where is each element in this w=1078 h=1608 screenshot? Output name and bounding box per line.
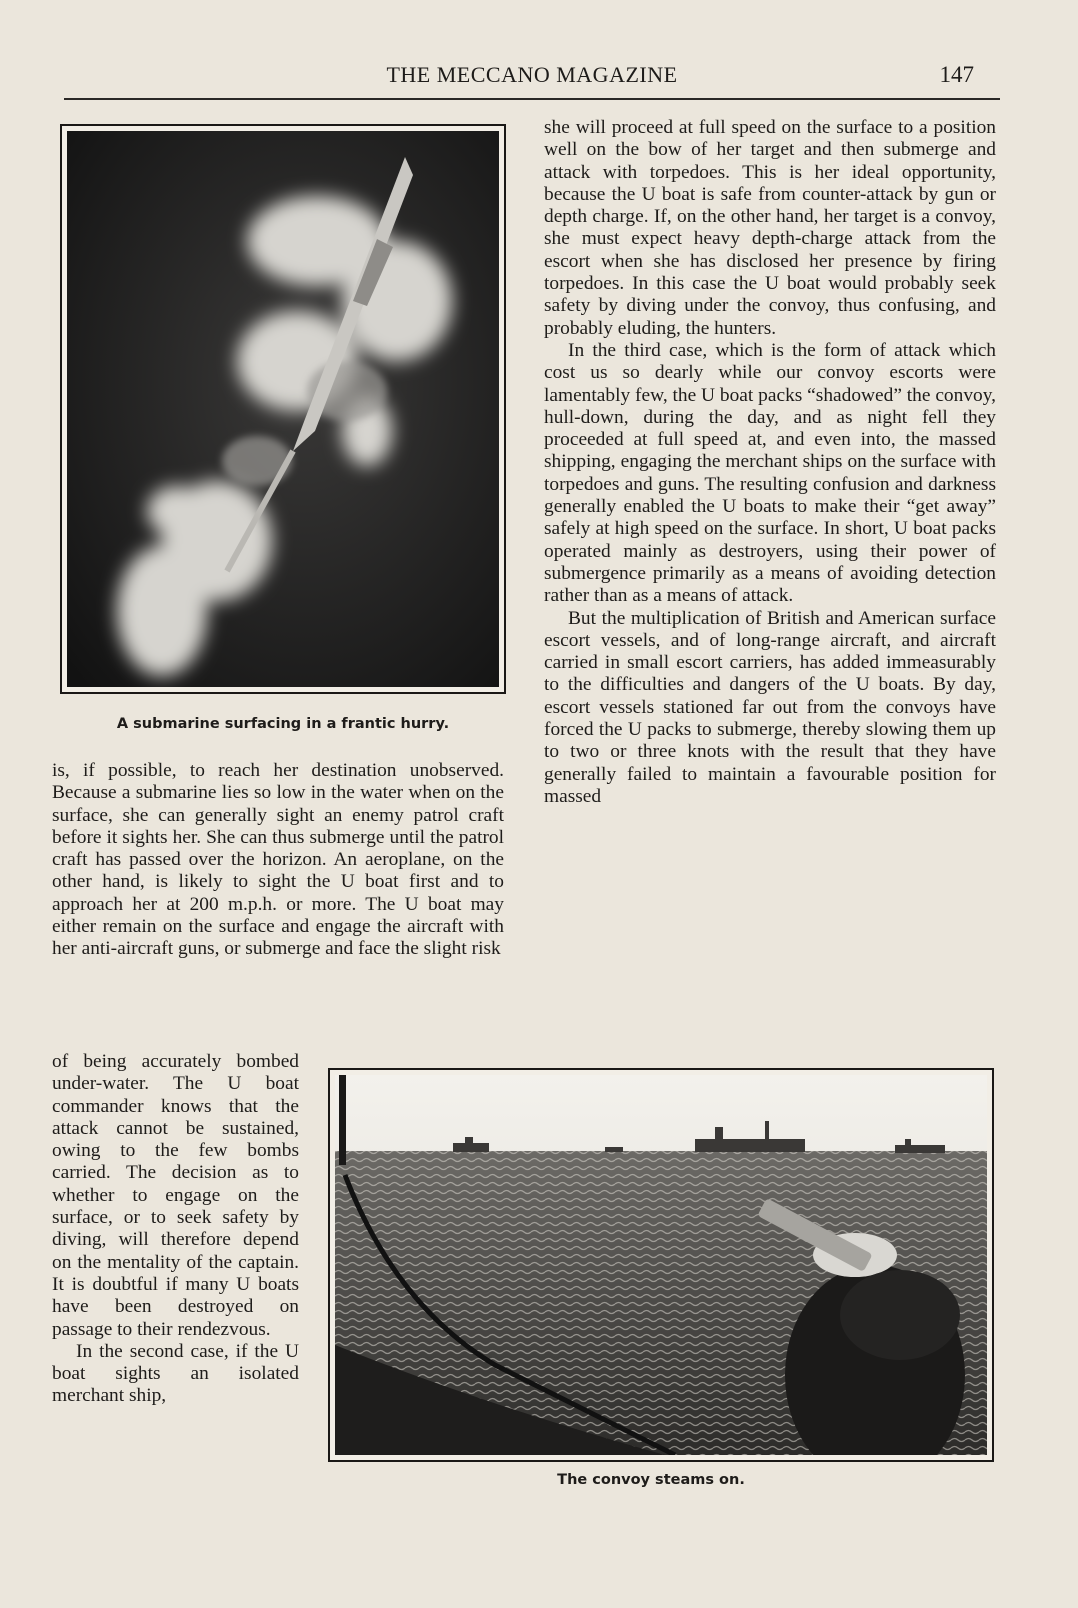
paragraph: In the second case, if the U boat sights an isolated merchant ship, [52,1340,299,1407]
left-column-narrow [52,1051,299,1408]
submarine-photo [60,124,506,694]
paragraph: In the third case, which is the form of attack which cost us so dearly while our convoy escorts were lamentably few, the U boat packs “shadowed” the convoy, hull-down, during the day, and as night fell they proceeded at full speed at, and even into, the massed shipping, engaging the merchant ships on the surface with torpedoes and guns. The resulting confusion and darkness generally enabled the U boats to make their “get away” safely at high speed on the surface. In short, U boat packs operated mainly as destroyers, using their power of submergence primarily as a means of avoiding detection rather than as a means of attack. [544,339,996,607]
paragraph: of being accurately bombed under-water. The U boat commander knows that the attack cannot be sustained, owing to the few bombs carried. The decision as to whether to engage on the surface, or to seek safety by diving, will therefore depend on the mentality of the captain. It is doubtful if many U boats have been destroyed on passage to their rendezvous. [52,1051,299,1340]
page-header [64,58,1000,100]
magazine-title: THE MECCANO MAGAZINE [386,62,678,87]
convoy-photo-caption: The convoy steams on. [557,1472,745,1488]
convoy-photo [328,1068,994,1462]
right-column [544,117,996,808]
submarine-photo-caption: A submarine surfacing in a frantic hurry. [116,716,450,732]
paragraph: she will proceed at full speed on the surface to a position well on the bow of her target and then submerge and attack with torpedoes. This is her ideal opportunity, because the U boat is safe from counter-attack by gun or depth charge. If, on the other hand, her target is a convoy, she must expect heavy depth-charge attack from the escort when she has disclosed her presence by firing torpedoes. In this case the U boat would probably seek safety by diving under the convoy, thus confusing, and probably eluding, the hunters. [544,117,996,339]
paragraph: is, if possible, to reach her destination unobserved. Because a submarine lies so low in the water when on the surface, she can generally sight an enemy patrol craft before it sights her. She can thus submerge until the patrol craft has passed over the horizon. An aeroplane, on the other hand, is likely to sight the U boat first and to approach her at 200 m.p.h. or more. The U boat may either remain on the surface and engage the aircraft with her anti-aircraft guns, or submerge and face the slight risk [52,760,504,960]
submarine-photo-image [67,131,499,687]
paragraph: But the multiplication of British and American surface escort vessels, and of long-range aircraft, and aircraft carried in small escort carriers, has added immeasurably to the difficulties and dangers of the U boats. By day, escort vessels stationed far out from the convoys have forced the U packs to submerge, thereby slowing them up to two or three knots with the result that they have generally failed to maintain a favourable position for massed [544,607,996,807]
convoy-photo-image [335,1075,987,1455]
left-column-top [52,760,504,961]
page-number: 147 [939,62,974,87]
